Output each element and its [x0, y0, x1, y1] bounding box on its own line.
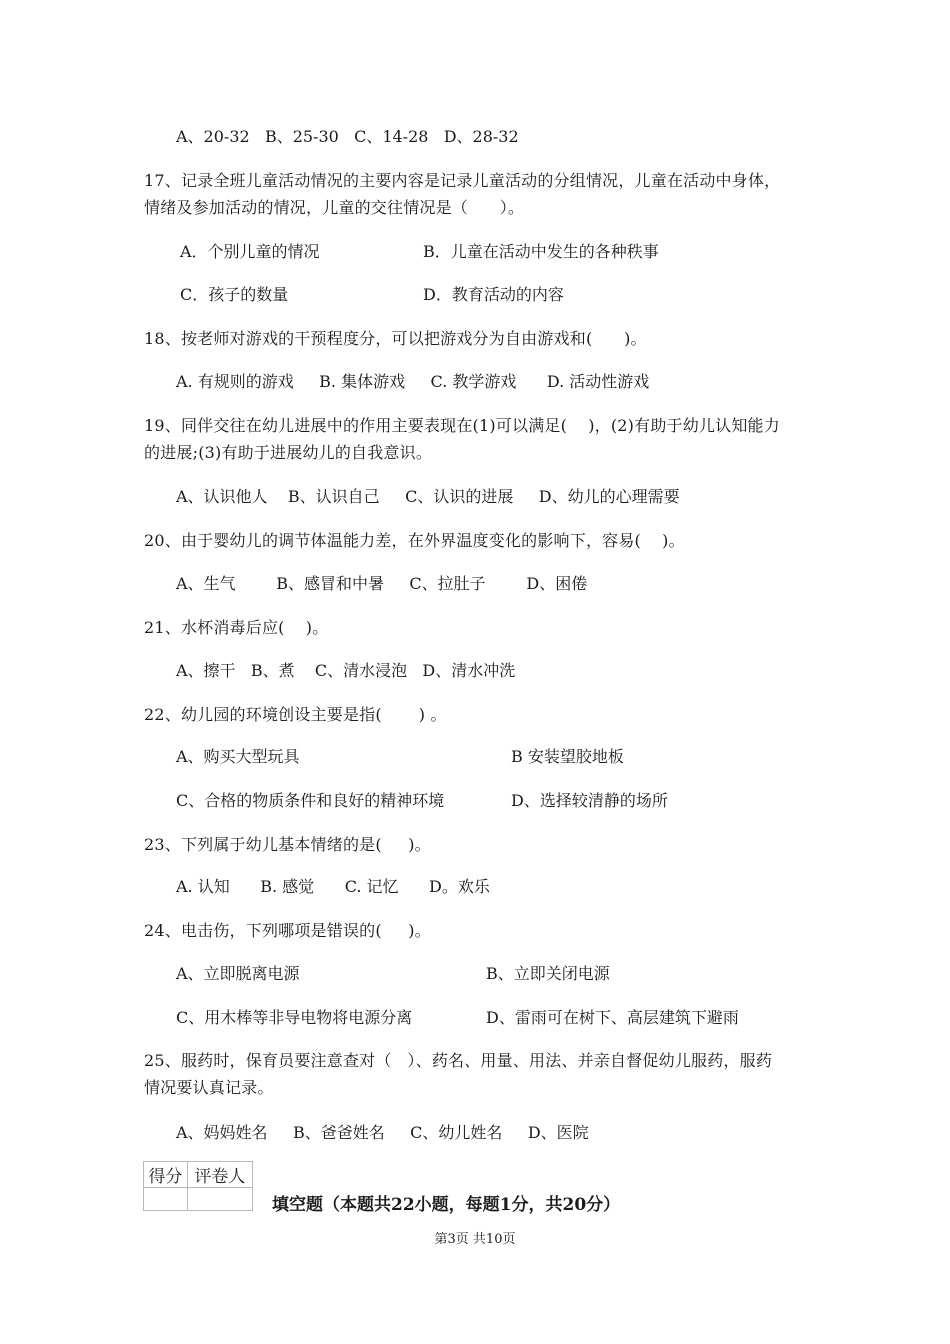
reviewer-cell	[187, 1188, 252, 1211]
q18-stem: 18、按老师对游戏的干预程度分，可以把游戏分为自由游戏和( )。	[144, 329, 647, 348]
q25-stem-line2: 情况要认真记录。	[144, 1078, 274, 1097]
q22-option-c: C、合格的物质条件和良好的精神环境	[176, 791, 445, 810]
q17-stem-line1: 17、记录全班儿童活动情况的主要内容是记录儿童活动的分组情况，儿童在活动中身体，	[144, 171, 781, 190]
q19-stem-line1: 19、同伴交往在幼儿进展中的作用主要表现在(1)可以满足( )，(2)有助于幼儿认知能力	[144, 416, 780, 435]
q16-options: A、20-32 B、25-30 C、14-28 D、28-32	[176, 127, 519, 146]
q25-options: A、妈妈姓名 B、爸爸姓名 C、幼儿姓名 D、医院	[176, 1123, 589, 1142]
score-cell	[144, 1188, 188, 1211]
q17-option-c: C．孩子的数量	[180, 285, 289, 304]
q21-stem: 21、水杯消毒后应( )。	[144, 618, 329, 637]
q20-stem: 20、由于婴幼儿的调节体温能力差，在外界温度变化的影响下，容易( )。	[144, 531, 685, 550]
page-footer: 第3页 共10页	[434, 1232, 516, 1247]
q22-option-d: D、选择较清静的场所	[511, 791, 668, 810]
q22-option-b: B 安装望胶地板	[511, 747, 624, 766]
q22-option-a: A、购买大型玩具	[176, 747, 300, 766]
q17-option-d: D．教育活动的内容	[423, 285, 564, 304]
q24-option-a: A、立即脱离电源	[176, 964, 300, 983]
q19-options: A、认识他人 B、认识自己 C、认识的进展 D、幼儿的心理需要	[176, 487, 680, 506]
q24-stem: 24、电击伤，下列哪项是错误的( )。	[144, 921, 431, 940]
score-label: 得分	[144, 1162, 188, 1188]
q17-option-b: B．儿童在活动中发生的各种秩事	[423, 242, 659, 261]
q24-option-d: D、雷雨可在树下、高层建筑下避雨	[486, 1008, 739, 1027]
q17-stem-line2: 情绪及参加活动的情况，儿童的交往情况是（ ）。	[144, 198, 525, 217]
q25-stem-line1: 25、服药时，保育员要注意查对（ ）、药名、用量、用法、并亲自督促幼儿服药，服药	[144, 1051, 773, 1070]
q20-options: A、生气 B、感冒和中暑 C、拉肚子 D、困倦	[176, 574, 588, 593]
q24-option-b: B、立即关闭电源	[486, 964, 610, 983]
q18-options: A. 有规则的游戏 B. 集体游戏 C. 教学游戏 D. 活动性游戏	[176, 372, 650, 391]
q17-option-a: A．个别儿童的情况	[180, 242, 320, 261]
q21-options: A、擦干 B、煮 C、清水浸泡 D、清水冲洗	[176, 661, 516, 680]
score-table	[143, 1161, 253, 1211]
q23-stem: 23、下列属于幼儿基本情绪的是( )。	[144, 835, 431, 854]
q24-option-c: C、用木棒等非导电物将电源分离	[176, 1008, 413, 1027]
q19-stem-line2: 的进展;(3)有助于进展幼儿的自我意识。	[144, 443, 433, 462]
q22-stem: 22、幼儿园的环境创设主要是指( ) 。	[144, 705, 447, 724]
reviewer-label: 评卷人	[187, 1162, 252, 1188]
section-title: 填空题（本题共22小题，每题1分，共20分）	[272, 1195, 621, 1215]
q23-options: A. 认知 B. 感觉 C. 记忆 D。欢乐	[176, 877, 490, 896]
